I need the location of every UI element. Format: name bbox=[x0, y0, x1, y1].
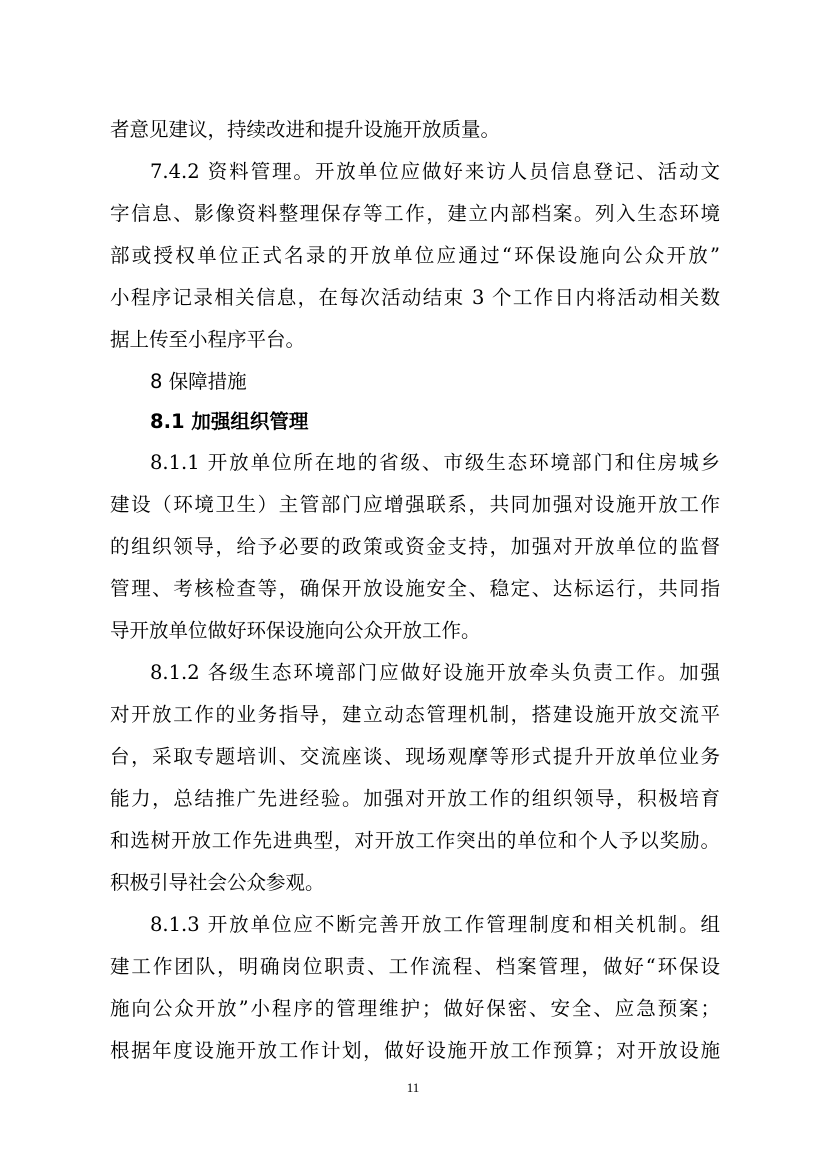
text-line: 字信息、影像资料整理保存等工作，建立内部档案。列入生态环境 bbox=[110, 202, 720, 225]
text-line: 据上传至小程序平台。 bbox=[110, 328, 306, 351]
section-7-4-2-line: 7.4.2 资料管理。开放单位应做好来访人员信息登记、活动文 bbox=[150, 160, 720, 183]
text-line: 建工作团队，明确岗位职责、工作流程、档案管理，做好“环保设 bbox=[110, 955, 720, 978]
section-8-1-3-line: 8.1.3 开放单位应不断完善开放工作管理制度和相关机制。组 bbox=[150, 913, 720, 936]
text-line: 建设（环境卫生）主管部门应增强联系，共同加强对设施开放工作 bbox=[110, 493, 720, 516]
text-line: 施向公众开放”小程序的管理维护；做好保密、安全、应急预案； bbox=[110, 997, 720, 1020]
section-8-1-1-line: 8.1.1 开放单位所在地的省级、市级生态环境部门和住房城乡 bbox=[150, 451, 720, 474]
text-line: 和选树开放工作先进典型，对开放工作突出的单位和个人予以奖励。 bbox=[110, 829, 720, 852]
section-heading-8: 8 保障措施 bbox=[150, 370, 247, 393]
text-line: 小程序记录相关信息，在每次活动结束 3 个工作日内将活动相关数 bbox=[110, 286, 720, 309]
text-line: 对开放工作的业务指导，建立动态管理机制，搭建设施开放交流平 bbox=[110, 703, 720, 726]
text-line: 能力，总结推广先进经验。加强对开放工作的组织领导，积极培育 bbox=[110, 787, 720, 810]
text-line: 根据年度设施开放工作计划，做好设施开放工作预算；对开放设施 bbox=[110, 1039, 720, 1062]
text-line: 台，采取专题培训、交流座谈、现场观摩等形式提升开放单位业务 bbox=[110, 745, 720, 768]
text-line: 导开放单位做好环保设施向公众开放工作。 bbox=[110, 619, 481, 642]
text-line: 的组织领导，给予必要的政策或资金支持，加强对开放单位的监督 bbox=[110, 535, 720, 558]
section-8-1-2-line: 8.1.2 各级生态环境部门应做好设施开放牵头负责工作。加强 bbox=[150, 661, 720, 684]
text-line: 者意见建议，持续改进和提升设施开放质量。 bbox=[110, 118, 501, 141]
text-line: 管理、考核检查等，确保开放设施安全、稳定、达标运行，共同指 bbox=[110, 577, 720, 600]
text-line: 部或授权单位正式名录的开放单位应通过“环保设施向公众开放” bbox=[110, 244, 720, 267]
section-heading-8-1: 8.1 加强组织管理 bbox=[150, 410, 309, 433]
text-line: 积极引导社会公众参观。 bbox=[110, 871, 325, 894]
page-number: 11 bbox=[406, 1080, 420, 1095]
